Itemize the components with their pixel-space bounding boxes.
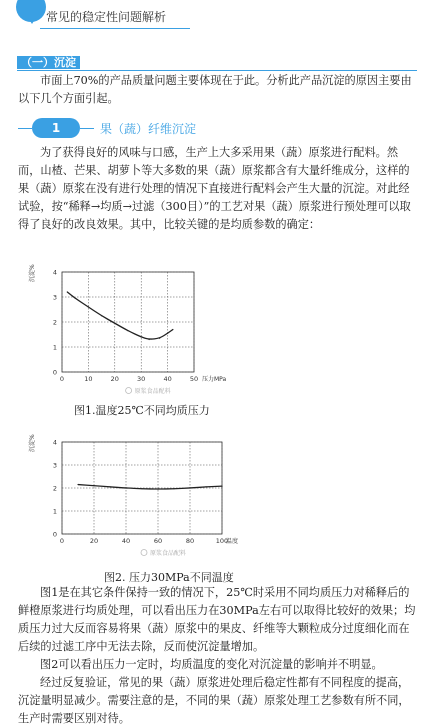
x-tick-label: 0 (59, 537, 65, 545)
x-tick-label: 30 (137, 375, 146, 383)
x-tick-label: 40 (121, 537, 131, 545)
y-axis-label: 沉淀% (29, 264, 36, 282)
data-point (157, 489, 158, 490)
watermark-icon (141, 550, 147, 556)
watermark-text: 原浆食品配料 (150, 550, 187, 557)
series-line (67, 292, 173, 339)
y-tick-label: 4 (52, 268, 57, 277)
y-tick-label: 4 (52, 438, 57, 447)
data-point (141, 336, 142, 337)
subsection-line-right (80, 128, 94, 129)
y-tick-label: 0 (52, 368, 57, 377)
subsection-line-left (18, 128, 32, 129)
data-point (77, 484, 78, 485)
chart-1-caption: 图1.温度25℃不同均质压力 (74, 404, 210, 417)
data-point (172, 329, 173, 330)
article-title: 常见的稳定性问题解析 (46, 10, 167, 24)
data-point (109, 486, 110, 487)
data-point (189, 487, 190, 488)
data-point (173, 488, 174, 489)
x-tick-label: 100 (215, 537, 229, 545)
subsection-heading (18, 118, 416, 140)
watermark-text: 原浆食品配料 (134, 388, 171, 395)
x-tick-label: 20 (89, 537, 99, 545)
x-tick-label: 20 (110, 375, 119, 383)
watermark-icon (126, 388, 132, 394)
section-tag: （一）沉淀 (17, 56, 80, 69)
chart-pressure (29, 262, 260, 398)
x-tick-label: 10 (84, 375, 93, 383)
y-tick-label: 3 (52, 293, 57, 302)
intro-paragraph: 市面上70%的产品质量问题主要体现在于此。分析此产品沉淀的原因主要由以下几个方面引起。 (18, 74, 412, 105)
header-underline (40, 28, 190, 29)
data-point (101, 315, 102, 316)
paragraph-2: 图1是在其它条件保持一致的情况下，25℃时采用不同均质压力对稀释后的鲜橙原浆进行均质处理，可以看出压力在30MPa左右可以取得比较好的效果；均质压力过大反而容易将果（蔬）原浆中的果皮、纤维等大颗粒成分过度细化而在后续的过滤工序中无法去除，反而使沉淀量增加。 (18, 586, 416, 653)
data-point (67, 291, 68, 292)
x-tick-label: 0 (59, 375, 65, 383)
paragraph-4: 经过反复验证，常见的果（蔬）原浆进处理后稳定性都有不同程度的提高，沉淀量明显减少。需要注意的是，不同的果（蔬）原浆处理工艺参数有所不同，生产时需要区别对待。 (18, 676, 410, 725)
series-line (78, 485, 222, 489)
y-axis-label: 沉淀% (29, 434, 36, 452)
subsection-number: 1 (32, 118, 80, 138)
chart-temperature (29, 434, 260, 564)
x-axis-label: 压力MPa (202, 376, 227, 383)
y-tick-label: 1 (52, 343, 57, 352)
section-divider (17, 70, 417, 71)
x-tick-label: 40 (163, 375, 172, 383)
data-point (127, 330, 128, 331)
y-tick-label: 2 (52, 318, 57, 327)
y-tick-label: 1 (52, 507, 57, 516)
chart-2-caption: 图2. 压力30MPa不同温度 (104, 571, 234, 584)
paragraph-3: 图2可以看出压力一定时，均质温度的变化对沉淀量的影响并不明显。 (40, 658, 383, 671)
x-tick-label: 60 (153, 537, 163, 545)
data-point (75, 298, 76, 299)
header-bar (0, 0, 434, 36)
speech-bubble-icon (16, 0, 46, 22)
data-point (221, 486, 222, 487)
y-tick-label: 2 (52, 484, 57, 493)
subsection-title: 果（蔬）纤维沉淀 (100, 122, 197, 136)
data-point (114, 323, 115, 324)
x-tick-label: 80 (185, 537, 195, 545)
data-point (149, 339, 150, 340)
data-point (167, 333, 168, 334)
data-point (159, 338, 160, 339)
data-point (141, 488, 142, 489)
data-point (205, 486, 206, 487)
y-tick-label: 0 (52, 530, 57, 539)
data-point (125, 487, 126, 488)
data-point (93, 485, 94, 486)
y-tick-label: 3 (52, 461, 57, 470)
paragraph-1: 为了获得良好的风味与口感，生产上大多采用果（蔬）原浆进行配料。然而，山楂、芒果、胡萝卜等大多数的果（蔬）原浆都含有大量纤维成分，这样的果（蔬）原浆在没有进行处理的情况下直接进行配料会产生大量的沉淀。对此经试验，按“稀释→均质→过滤（300目）”的工艺对果（蔬）原浆进行预处理可以取得了良好的改良效果。其中，比较关键的是均质参数的确定： (18, 146, 411, 231)
x-tick-label: 50 (189, 375, 199, 383)
x-axis-label: 温度 (226, 538, 239, 545)
data-point (88, 306, 89, 307)
